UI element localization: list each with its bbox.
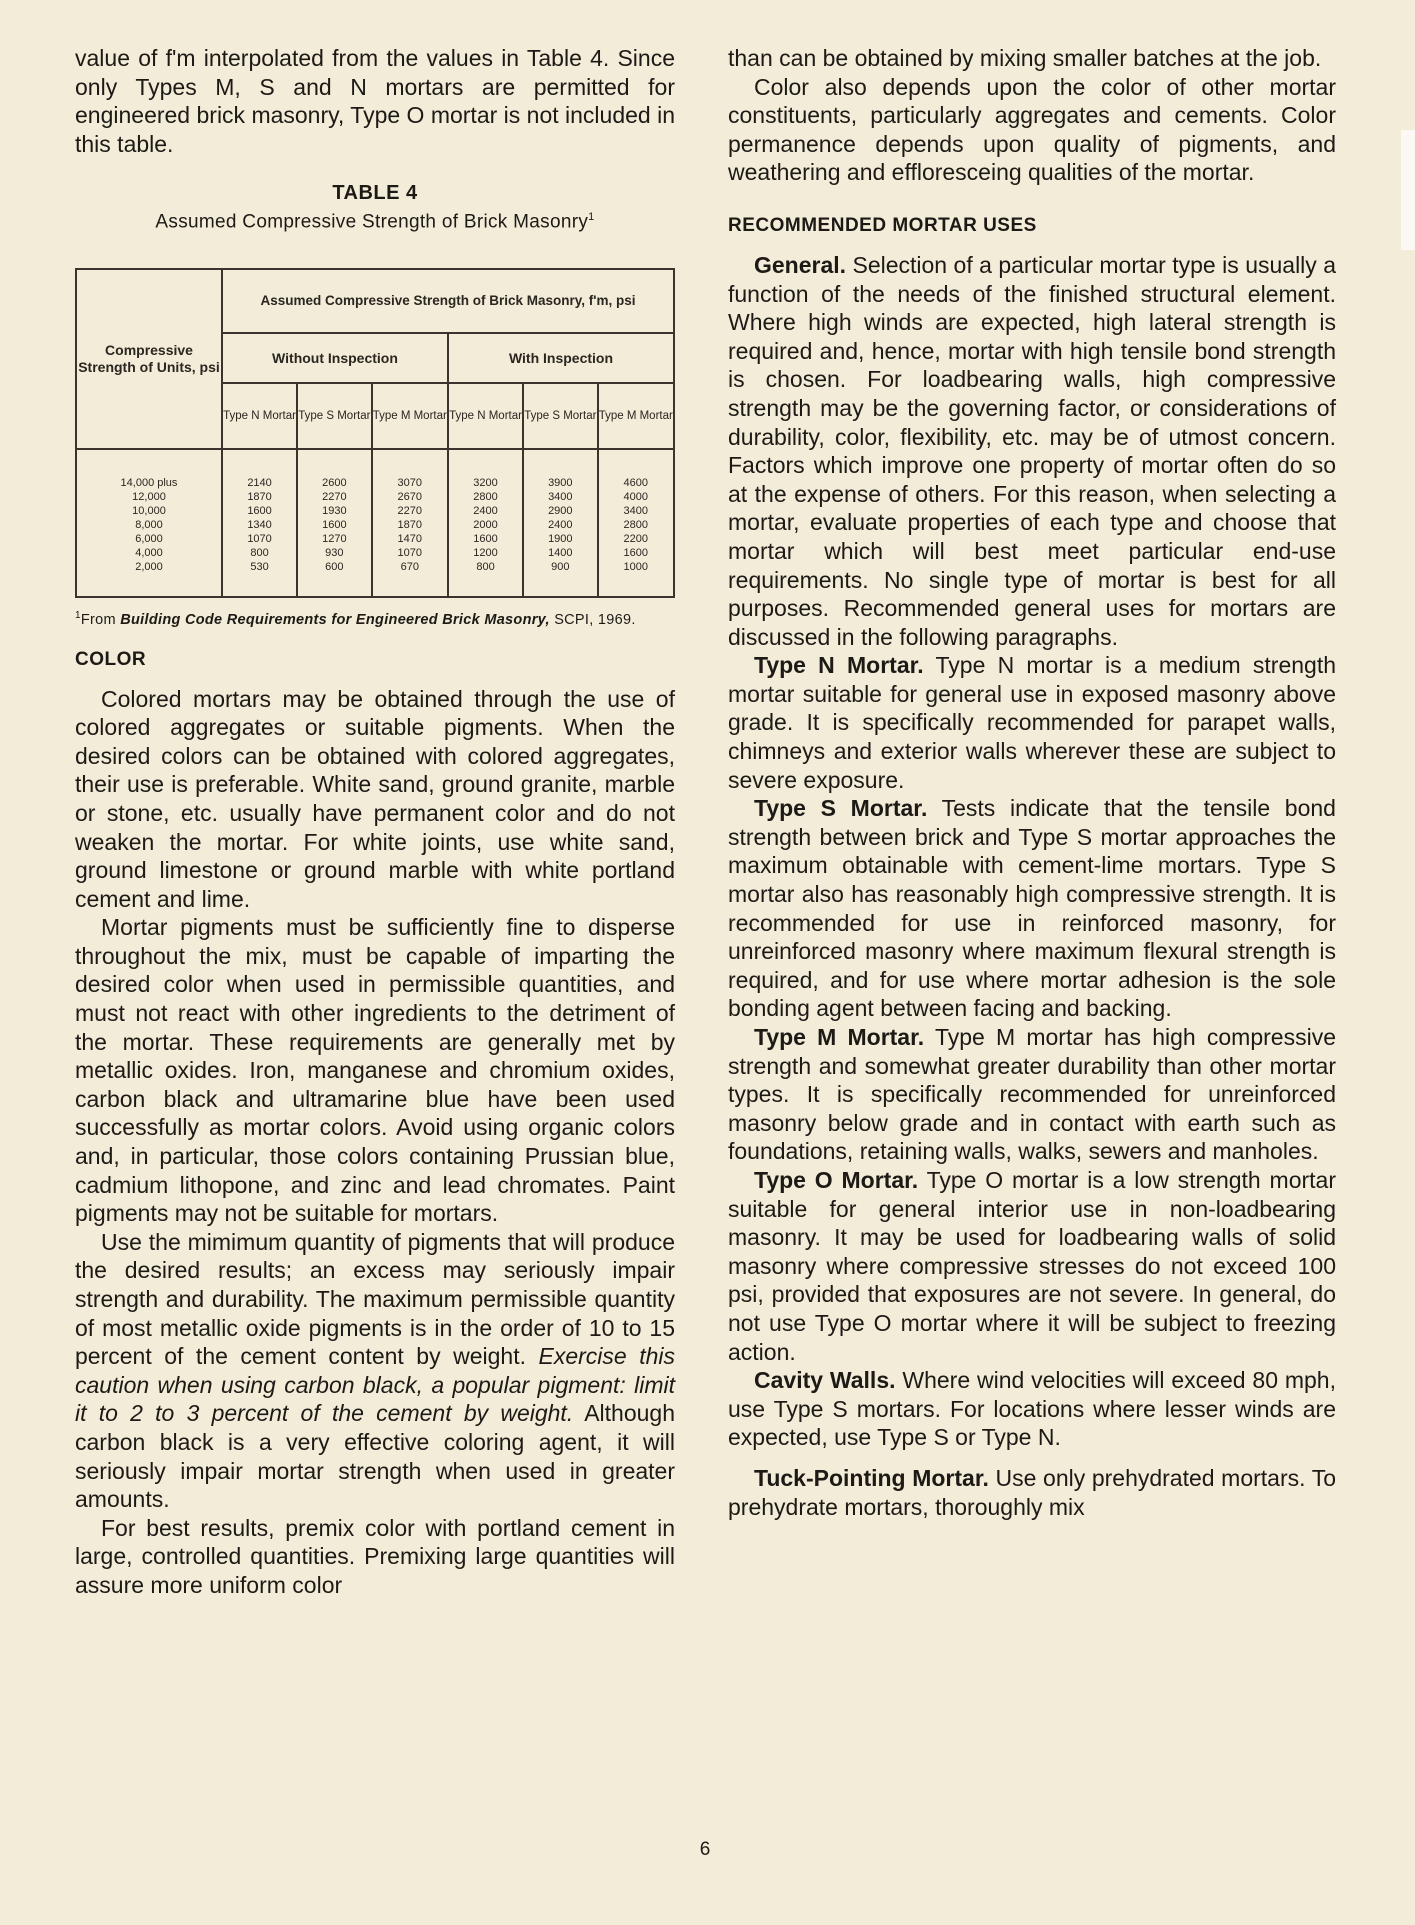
table-value: 3400 <box>623 504 649 517</box>
table-value: 2900 <box>548 504 573 517</box>
without-m-values-cell <box>372 449 448 597</box>
right-column <box>728 44 1336 1521</box>
tuck-pointing-paragraph <box>728 1464 1336 1521</box>
cavity-lead: Cavity Walls. <box>754 1367 896 1394</box>
table-value: 14,000 plus <box>120 476 178 489</box>
table-value: 800 <box>476 560 495 573</box>
table-value: 4,000 <box>135 546 163 559</box>
table-value: 1900 <box>548 532 573 545</box>
type-s-paragraph <box>728 794 1336 1023</box>
color-p3-text-a: Use the mimimum quantity of pigments that will produce the desired results; an excess may seriously impair strength and durability. The maximum permissible quantity of most metallic oxide pigments is in the order of 10 to 15 percent of the cement content by weight. <box>75 1228 675 1370</box>
table-value: 1870 <box>397 518 423 531</box>
general-paragraph <box>728 251 1336 651</box>
table-value: 1270 <box>322 532 347 545</box>
table-footnote <box>75 607 675 629</box>
table-value: 2200 <box>623 532 649 545</box>
type-o-lead: Type O Mortar. <box>754 1166 919 1193</box>
table-value: 530 <box>250 560 269 573</box>
color-heading: COLOR <box>75 648 147 670</box>
table-value: 2600 <box>322 476 347 489</box>
table-value: 3200 <box>473 476 498 489</box>
color-paragraph-2: Mortar pigments must be sufficiently fine to disperse throughout the mix, must be capable of imparting the desired color when used in permissible quantities, and must not react with other ingredients to the detriment of the mortar. These requirements are generally met by metallic oxides. Iron, manganese and chromium oxides, carbon black and ultramarine blue have been used successfully as mortar colors. Avoid using organic colors and, in particular, those colors containing Prussian blue, cadmium lithopone, and zinc and lead chromates. Paint pigments may not be suitable for mortars. <box>75 914 675 1227</box>
table-value: 12,000 <box>132 490 166 503</box>
table-value: 3900 <box>548 476 573 489</box>
table-value: 1400 <box>548 546 573 559</box>
table-value: 1470 <box>397 532 423 545</box>
footnote-title: Building Code Requirements for Engineered Brick Masonry, <box>120 611 550 628</box>
with-m-values-cell <box>598 449 674 597</box>
continued-paragraph: than can be obtained by mixing smaller batches at the job. <box>728 45 1322 71</box>
type-o-text: Type O mortar is a low strength mortar suitable for general interior use in non-loadbearing masonry. It may be used for loadbearing walls of solid masonry where compressive stresses do not exceed 100 psi, provided that exposures are not severe. In general, do not use Type O mortar where it will be subject to freezing action. <box>728 1166 1336 1365</box>
table-value: 1070 <box>397 546 423 559</box>
type-s-text: Tests indicate that the tensile bond strength between brick and Type S mortar approaches the maximum obtainable with cement-lime mortars. Type S mortar also has reasonably high compressive strength. It is recommended for use in reinforced masonry, for unreinforced masonry where maximum flexural strength is required, and for use where mortar adhesion is the sole bonding agent between facing and backing. <box>728 795 1336 1022</box>
table-value: 4000 <box>623 490 649 503</box>
table-value: 900 <box>551 560 570 573</box>
table-value: 3400 <box>548 490 573 503</box>
table-value: 2670 <box>397 490 423 503</box>
type-o-paragraph <box>728 1166 1336 1366</box>
color-paragraph-1: Colored mortars may be obtained through the use of colored aggregates or suitable pigments. When the desired colors can be obtained with colored aggregates, their use is preferable. White sand, ground granite, marble or stone, etc. usually have permanent color and do not weaken the mortar. For white joints, use white sand, ground limestone or ground marble with white portland cement and lime. <box>75 685 675 912</box>
table-value: 2800 <box>623 518 649 531</box>
color-paragraph-5: Color also depends upon the color of other mortar constituents, particularly aggregates and cements. Color permanence depends upon quality of pigments, and weathering and effloresceing qualities of the mortar. <box>728 73 1336 186</box>
strength-header: Assumed Compressive Strength of Brick Masonry, f'm, psi <box>222 269 674 333</box>
table-value: 2,000 <box>135 560 163 573</box>
tuck-text: Use only prehydrated mortars. To prehydrate mortars, thoroughly mix <box>728 1464 1337 1520</box>
color-paragraph-4: For best results, premix color with portland cement in large, controlled quantities. Premixing large quantities will assure more uniform color <box>75 1514 675 1598</box>
color-paragraph-3 <box>75 1228 675 1514</box>
table-value: 1600 <box>322 518 347 531</box>
table-value: 1000 <box>623 560 649 573</box>
units-header: Compressive Strength of Units, psi <box>76 269 222 449</box>
table-value: 1600 <box>247 504 272 517</box>
table-value: 2400 <box>548 518 573 531</box>
footnote-tail: SCPI, 1969. <box>554 611 636 628</box>
footnote-mark: 1 <box>75 609 81 621</box>
type-header: Type S Mortar <box>297 383 371 449</box>
table-value: 3070 <box>397 476 423 489</box>
type-s-lead: Type S Mortar. <box>754 795 928 822</box>
type-m-text: Type M mortar has high compressive strength and somewhat greater durability than other mortar types. It is specifically recommended for unreinforced masonry below grade and in contact with earth such as foundations, retaining walls, walks, sewers and manholes. <box>728 1024 1336 1165</box>
table-value: 2000 <box>473 518 498 531</box>
with-inspection-header: With Inspection <box>448 333 674 383</box>
table-value: 1930 <box>322 504 347 517</box>
type-n-paragraph <box>728 651 1336 794</box>
type-n-lead: Type N Mortar. <box>754 652 924 679</box>
without-s-values-cell <box>297 449 371 597</box>
strength-table <box>75 268 675 598</box>
footnote-lead: From <box>80 611 116 628</box>
with-s-values-cell <box>523 449 597 597</box>
table-subtitle-text: Assumed Compressive Strength of Brick Masonry <box>155 211 589 233</box>
intro-paragraph: value of f'm interpolated from the values in Table 4. Since only Types M, S and N mortars are permitted for engineered brick masonry, Type O mortar is not included in this table. <box>75 45 675 157</box>
table-value: 2800 <box>473 490 498 503</box>
table-value: 600 <box>325 560 344 573</box>
table-value: 2270 <box>397 504 423 517</box>
type-header: Type M Mortar <box>372 383 448 449</box>
without-inspection-header: Without Inspection <box>222 333 448 383</box>
type-n-text: Type N mortar is a medium strength mortar suitable for general use in exposed masonry above grade. It is specifically recommended for parapet walls, chimneys and exterior walls wherever these are subject to severe exposure. <box>728 652 1337 793</box>
table-value: 2270 <box>322 490 347 503</box>
units-values-cell <box>76 449 222 597</box>
color-p3-text-b: Although carbon black is a very effective coloring agent, it will seriously impair mortar strength when used in greater amounts. <box>75 1400 675 1513</box>
left-column <box>75 44 675 1600</box>
table-value: 2400 <box>473 504 498 517</box>
general-text: Selection of a particular mortar type is usually a function of the needs of the finished structural element. Where high winds are expected, high lateral strength is required and, hence, mortar with high tensile bond strength is chosen. For loadbearing walls, high compressive strength may be the governing factor, or considerations of durability, color, flexibility, etc. may be of utmost concern. Factors which improve one property of mortar often do so at the expense of others. For this reason, when selecting a mortar, evaluate properties of each type and choose that mortar which will best meet particular end-use requirements. No single type of mortar is best for all purposes. Recommended general uses for mortars are discussed in the following paragraphs. <box>728 251 1337 650</box>
type-m-lead: Type M Mortar. <box>754 1024 925 1050</box>
type-header: Type S Mortar <box>523 383 597 449</box>
type-m-paragraph <box>728 1023 1336 1166</box>
table-subtitle-ref: 1 <box>588 211 595 224</box>
table-value: 10,000 <box>132 504 166 517</box>
table-value: 930 <box>325 546 344 559</box>
page-edge-highlight <box>1401 130 1415 250</box>
table-value: 8,000 <box>135 518 163 531</box>
table-value: 1600 <box>473 532 498 545</box>
without-n-values-cell <box>222 449 297 597</box>
cavity-walls-paragraph <box>728 1366 1336 1452</box>
uses-heading: RECOMMENDED MORTAR USES <box>728 214 1037 236</box>
type-header: Type N Mortar <box>448 383 523 449</box>
table-value: 670 <box>400 560 419 573</box>
table-value: 1070 <box>247 532 272 545</box>
table-value: 1200 <box>473 546 498 559</box>
table-value: 1870 <box>247 490 272 503</box>
page-number: 6 <box>699 1839 711 1860</box>
type-header: Type N Mortar <box>222 383 297 449</box>
with-n-values-cell <box>448 449 523 597</box>
table-value: 1600 <box>623 546 649 559</box>
general-lead: General. <box>754 251 847 278</box>
table-value: 2140 <box>247 476 272 489</box>
type-header: Type M Mortar <box>598 383 674 449</box>
table-value: 800 <box>250 546 269 559</box>
table-subtitle <box>75 211 675 233</box>
table-value: 6,000 <box>135 532 163 545</box>
table-title: TABLE 4 <box>332 182 418 205</box>
table-value: 4600 <box>623 476 649 489</box>
cavity-text: Where wind velocities will exceed 80 mph, use Type S mortars. For locations where lesser winds are expected, use Type S or Type N. <box>728 1367 1336 1451</box>
color-p3-caution: Exercise this caution when using carbon black, a popular pigment: limit it to 2 to 3 percent of the cement by weight. <box>75 1343 676 1427</box>
table-value: 1340 <box>247 518 272 531</box>
tuck-lead: Tuck-Pointing Mortar. <box>754 1464 989 1491</box>
